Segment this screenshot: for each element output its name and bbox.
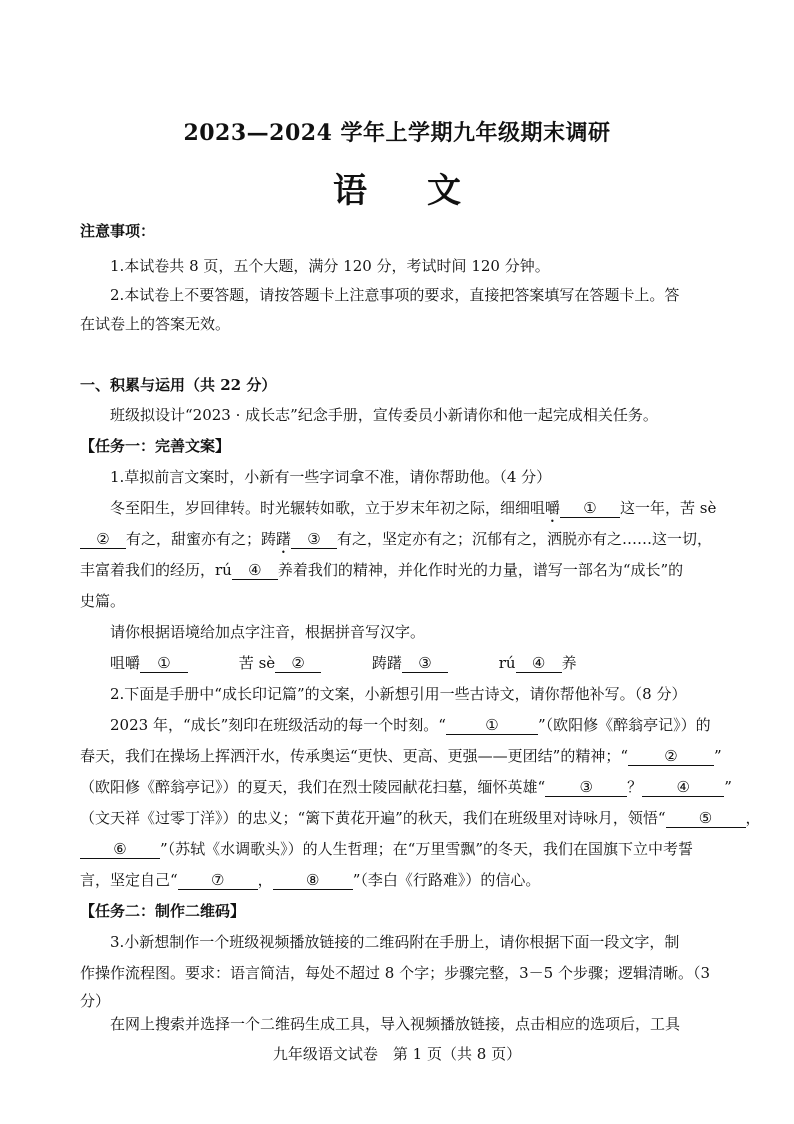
q1-stem: 1.草拟前言文案时，小新有一些字词拿不准，请你帮助他。（4 分） — [110, 468, 552, 486]
answer-label-1: 咀嚼 — [110, 654, 141, 672]
notice-item-2b: 在试卷上的答案无效。 — [80, 315, 231, 333]
q3-stem-line-1: 3.小新想制作一个班级视频播放链接的二维码附在手册上，请你根据下面一段文字，制 — [110, 933, 680, 951]
q2-line-4: （文天祥《过零丁洋》）的忠义；“篱下黄花开遍”的秋天，我们在班级里对诗咏月，领悟“ ⑤ ， — [80, 809, 761, 827]
q2-blank-3: ③ — [545, 778, 627, 797]
q2-line-5: ⑥ ”（苏轼《水调歌头》）的人生哲理；在“万里雪飘”的冬天，我们在国旗下立中考誓 — [80, 840, 720, 859]
answer-blank-4: ④ — [516, 654, 562, 673]
notice-heading: 注意事项： — [80, 222, 156, 240]
q2-line-6: 言，坚定自己“ ⑦ ， ⑧ ”（李白《行路难》）的信心。 — [80, 871, 541, 889]
q3-stem-line-2: 作操作流程图。要求：语言简洁，每处不超过 8 个字；步骤完整，3－5 个步骤；逻辑清晰。（3 — [80, 964, 710, 982]
answer-blank-3: ③ — [402, 654, 448, 673]
q2-line-1: 2023 年，“成长”刻印在班级活动的每一个时刻。“ ① ”（欧阳修《醉翁亭记》）的 — [110, 716, 711, 734]
q2-blank-7: ⑦ — [178, 871, 258, 890]
exam-title: 2023—2024 学年上学期九年级期末调研 — [183, 120, 611, 146]
q3-stem-line-3: 分） — [80, 992, 111, 1010]
q2-stem: 2.下面是手册中“成长印记篇”的文案，小新想引用一些古诗文，请你帮他补写。（8 分） — [110, 685, 687, 703]
emphasis-char: 躇 — [276, 530, 292, 548]
section-1-heading: 一、积累与运用（共 22 分） — [80, 376, 277, 394]
task-2-heading: 【任务二：制作二维码】 — [80, 902, 246, 920]
q3-passage: 在网上搜索并选择一个二维码生成工具，导入视频播放链接，点击相应的选项后，工具 — [110, 1015, 681, 1033]
q2-blank-8: ⑧ — [273, 871, 353, 890]
notice-item-1: 1.本试卷共 8 页，五个大题，满分 120 分，考试时间 120 分钟。 — [110, 257, 550, 275]
q1-passage-line-4: 史篇。 — [80, 592, 126, 610]
q1-instruction: 请你根据语境给加点字注音，根据拼音写汉字。 — [110, 623, 426, 641]
q2-blank-1: ① — [446, 716, 538, 735]
blank-4: ④ — [232, 561, 278, 580]
q2-blank-6: ⑥ — [80, 840, 160, 859]
q1-passage-line-3: 丰富着我们的经历，rú ④ 养着我们的精神，并化作时光的力量，谱写一部名为“成长”的 — [80, 561, 684, 579]
blank-3: ③ — [291, 530, 337, 549]
answer-label-2: 苦 sè — [238, 654, 276, 672]
blank-2: ② — [80, 530, 126, 549]
answer-blank-2: ② — [275, 654, 321, 673]
subject-char-2: 文 — [427, 171, 461, 211]
emphasis-char: 嚼 — [545, 499, 561, 517]
subject-title — [0, 163, 794, 212]
page-footer: 九年级语文试卷 第 1 页（共 8 页） — [272, 1045, 522, 1063]
answer-suffix-4: 养 — [561, 654, 577, 672]
q2-blank-5: ⑤ — [666, 809, 746, 828]
q2-blank-2: ② — [628, 747, 714, 766]
q2-line-3: （欧阳修《醉翁亭记》）的夏天，我们在烈士陵园献花扫墓，缅怀英雄“ ③ ？ ④ ” — [80, 778, 732, 796]
q1-passage-line-2: ② 有之，甜蜜亦有之；踌躇 ③ 有之，坚定亦有之；沉郁有之，洒脱亦有之……这一切， — [80, 530, 720, 557]
q2-line-2: 春天，我们在操场上挥洒汗水，传承奥运“更快、更高、更强——更团结”的精神；“ ② ” — [80, 747, 722, 765]
answer-blank-1: ① — [140, 654, 188, 673]
q1-answer-row — [110, 654, 720, 673]
answer-label-3: 踌躇 — [371, 654, 402, 672]
blank-1: ① — [560, 499, 620, 518]
subject-char-1: 语 — [333, 171, 367, 211]
notice-item-2a: 2.本试卷上不要答题，请按答题卡上注意事项的要求，直接把答案填写在答题卡上。答 — [110, 286, 680, 304]
q1-passage-line-1: 冬至阳生，岁回律转。时光辗转如歌，立于岁末年初之际，细细咀嚼 ① 这一年，苦 sè — [110, 499, 717, 517]
answer-label-4: rú — [498, 654, 516, 672]
task-1-heading: 【任务一：完善文案】 — [80, 437, 231, 455]
q2-blank-4: ④ — [642, 778, 724, 797]
section-1-intro: 班级拟设计“2023 · 成长志”纪念手册，宣传委员小新请你和他一起完成相关任务。 — [110, 406, 658, 424]
